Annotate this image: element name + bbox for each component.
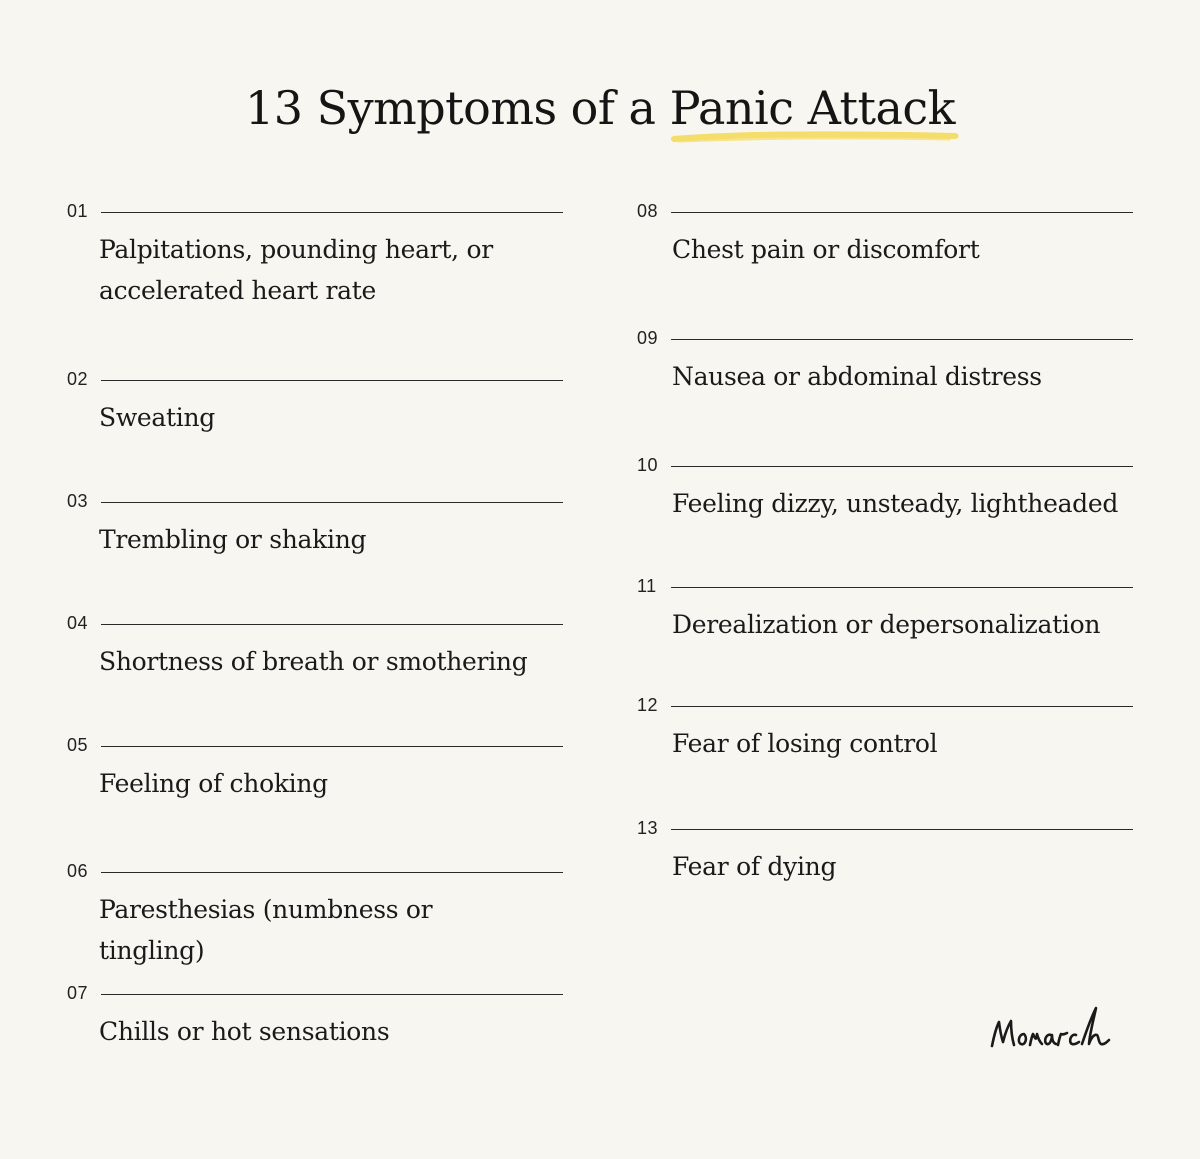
- symptom-text: Fear of losing control: [672, 729, 938, 758]
- divider: [101, 502, 563, 503]
- divider: [101, 624, 563, 625]
- symptom-number: 13: [637, 818, 659, 838]
- symptom-number: 08: [637, 201, 659, 221]
- symptom-number: 02: [67, 369, 89, 389]
- divider: [671, 212, 1133, 213]
- symptom-text: Chest pain or discomfort: [672, 235, 980, 264]
- divider: [671, 466, 1133, 467]
- divider: [101, 994, 563, 995]
- symptom-text: Sweating: [99, 403, 215, 432]
- page-title: [0, 80, 1200, 136]
- symptom-number: 01: [67, 201, 89, 221]
- divider: [101, 380, 563, 381]
- symptom-number: 06: [67, 861, 89, 881]
- symptom-text: Chills or hot sensations: [99, 1017, 390, 1046]
- divider: [101, 746, 563, 747]
- symptom-text: Paresthesias (numbness or tingling): [99, 895, 433, 965]
- symptom-text: Shortness of breath or smothering: [99, 647, 528, 676]
- symptom-text: Trembling or shaking: [99, 525, 367, 554]
- divider: [671, 706, 1133, 707]
- symptom-text: Fear of dying: [672, 852, 837, 881]
- title-prefix: 13 Symptoms of a: [244, 81, 670, 135]
- symptom-number: 11: [637, 576, 657, 596]
- divider: [671, 339, 1133, 340]
- symptom-text: Feeling of choking: [99, 769, 328, 798]
- symptom-number: 12: [637, 695, 659, 715]
- symptom-number: 04: [67, 613, 89, 633]
- divider: [671, 829, 1133, 830]
- symptom-text: Palpitations, pounding heart, or accelerated heart rate: [99, 235, 493, 305]
- symptom-number: 07: [67, 983, 89, 1003]
- symptom-text: Nausea or abdominal distress: [672, 362, 1042, 391]
- symptom-number: 10: [637, 455, 659, 475]
- monarch-logo: [990, 1002, 1120, 1058]
- title-highlight: Panic Attack: [670, 80, 955, 136]
- symptom-number: 09: [637, 328, 659, 348]
- symptom-text: Derealization or depersonalization: [672, 610, 1101, 639]
- symptom-text: Feeling dizzy, unsteady, lightheaded: [672, 489, 1119, 518]
- symptom-number: 03: [67, 491, 89, 511]
- symptom-number: 05: [67, 735, 89, 755]
- divider: [101, 212, 563, 213]
- divider: [101, 872, 563, 873]
- divider: [671, 587, 1133, 588]
